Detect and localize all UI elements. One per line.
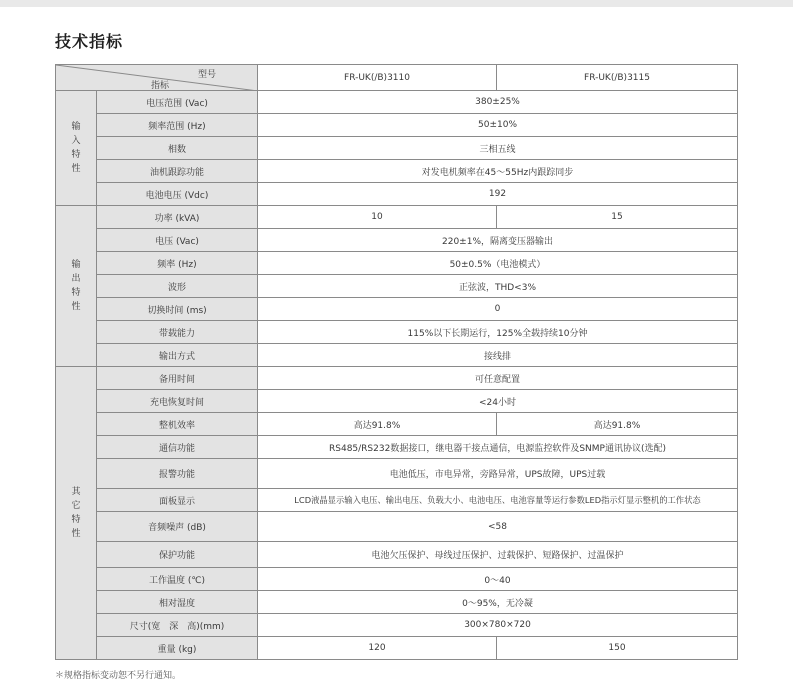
row-label: 带载能力 <box>97 321 258 344</box>
row-value-3110: 120 <box>258 637 497 660</box>
model-header-3115: FR-UK(/B)3115 <box>497 65 738 91</box>
row-label: 音频噪声 (dB) <box>97 512 258 542</box>
row-label: 整机效率 <box>97 413 258 436</box>
row-value: LCD液晶显示输入电压、输出电压、负载大小、电池电压、电池容量等运行参数LED指示灯显示整机的工作状态 <box>258 489 738 512</box>
table-row <box>56 298 738 321</box>
row-value: 300×780×720 <box>258 614 738 637</box>
table-row <box>56 489 738 512</box>
row-value-3115: 15 <box>497 206 738 229</box>
table-row <box>56 183 738 206</box>
top-divider <box>0 0 793 7</box>
table-header-row <box>56 65 738 91</box>
row-value: 0～95%，无冷凝 <box>258 591 738 614</box>
row-label: 充电恢复时间 <box>97 390 258 413</box>
table-row <box>56 114 738 137</box>
table-row <box>56 614 738 637</box>
row-label: 波形 <box>97 275 258 298</box>
table-row <box>56 137 738 160</box>
row-label: 频率范围 (Hz) <box>97 114 258 137</box>
row-value: 115%以下长期运行，125%全载持续10分钟 <box>258 321 738 344</box>
table-row <box>56 568 738 591</box>
row-label: 切换时间 (ms) <box>97 298 258 321</box>
row-value: 接线排 <box>258 344 738 367</box>
row-label: 功率 (kVA) <box>97 206 258 229</box>
table-row <box>56 436 738 459</box>
row-label: 电池电压 (Vdc) <box>97 183 258 206</box>
table-row <box>56 390 738 413</box>
model-header-3110: FR-UK(/B)3110 <box>258 65 497 91</box>
table-row <box>56 275 738 298</box>
row-value-3110: 10 <box>258 206 497 229</box>
table-row <box>56 367 738 390</box>
table-row <box>56 542 738 568</box>
row-value-3115: 150 <box>497 637 738 660</box>
row-value-3115: 高达91.8% <box>497 413 738 436</box>
row-value: 电池低压，市电异常，旁路异常，UPS故障，UPS过载 <box>258 459 738 489</box>
table-row <box>56 252 738 275</box>
table-row <box>56 344 738 367</box>
row-value: 三相五线 <box>258 137 738 160</box>
row-value: 192 <box>258 183 738 206</box>
row-value-3110: 高达91.8% <box>258 413 497 436</box>
page-title: 技术指标 <box>55 32 124 51</box>
row-label: 保护功能 <box>97 542 258 568</box>
index-header-label: 指标 <box>151 81 170 91</box>
table-row <box>56 91 738 114</box>
row-label: 通信功能 <box>97 436 258 459</box>
table-row <box>56 321 738 344</box>
row-value: 电池欠压保护、母线过压保护、过载保护、短路保护、过温保护 <box>258 542 738 568</box>
row-label: 电压 (Vac) <box>97 229 258 252</box>
row-value: 50±0.5%（电池模式） <box>258 252 738 275</box>
table-row <box>56 591 738 614</box>
spec-table <box>55 64 738 660</box>
row-value: 0～40 <box>258 568 738 591</box>
row-value: 380±25% <box>258 91 738 114</box>
row-label: 尺寸(宽 深 高)(mm) <box>97 614 258 637</box>
row-label: 备用时间 <box>97 367 258 390</box>
table-row <box>56 229 738 252</box>
row-value: 220±1%，隔离变压器输出 <box>258 229 738 252</box>
row-value: <58 <box>258 512 738 542</box>
table-row <box>56 637 738 660</box>
group-label-other: 其 它 特 性 <box>56 367 97 660</box>
table-row <box>56 512 738 542</box>
header-corner-cell <box>56 65 258 91</box>
row-label: 相数 <box>97 137 258 160</box>
table-row <box>56 413 738 436</box>
row-label: 面板显示 <box>97 489 258 512</box>
row-value: 50±10% <box>258 114 738 137</box>
group-label-output: 输 出 特 性 <box>56 206 97 367</box>
row-label: 电压范围 (Vac) <box>97 91 258 114</box>
group-label-input: 输 入 特 性 <box>56 91 97 206</box>
footnote: ＊规格指标变动恕不另行通知。 <box>55 671 182 681</box>
row-value: 0 <box>258 298 738 321</box>
row-label: 输出方式 <box>97 344 258 367</box>
model-header-label: 型号 <box>198 70 217 80</box>
row-label: 相对湿度 <box>97 591 258 614</box>
row-value: 可任意配置 <box>258 367 738 390</box>
row-value: RS485/RS232数据接口，继电器干接点通信，电源监控软件及SNMP通讯协议(选配) <box>258 436 738 459</box>
row-label: 工作温度 (℃) <box>97 568 258 591</box>
row-label: 频率 (Hz) <box>97 252 258 275</box>
table-row <box>56 459 738 489</box>
row-value: 对发电机频率在45～55Hz内跟踪同步 <box>258 160 738 183</box>
table-row <box>56 160 738 183</box>
row-label: 重量 (kg) <box>97 637 258 660</box>
row-label: 油机跟踪功能 <box>97 160 258 183</box>
table-row <box>56 206 738 229</box>
row-value: <24小时 <box>258 390 738 413</box>
row-value: 正弦波，THD<3% <box>258 275 738 298</box>
row-label: 报警功能 <box>97 459 258 489</box>
